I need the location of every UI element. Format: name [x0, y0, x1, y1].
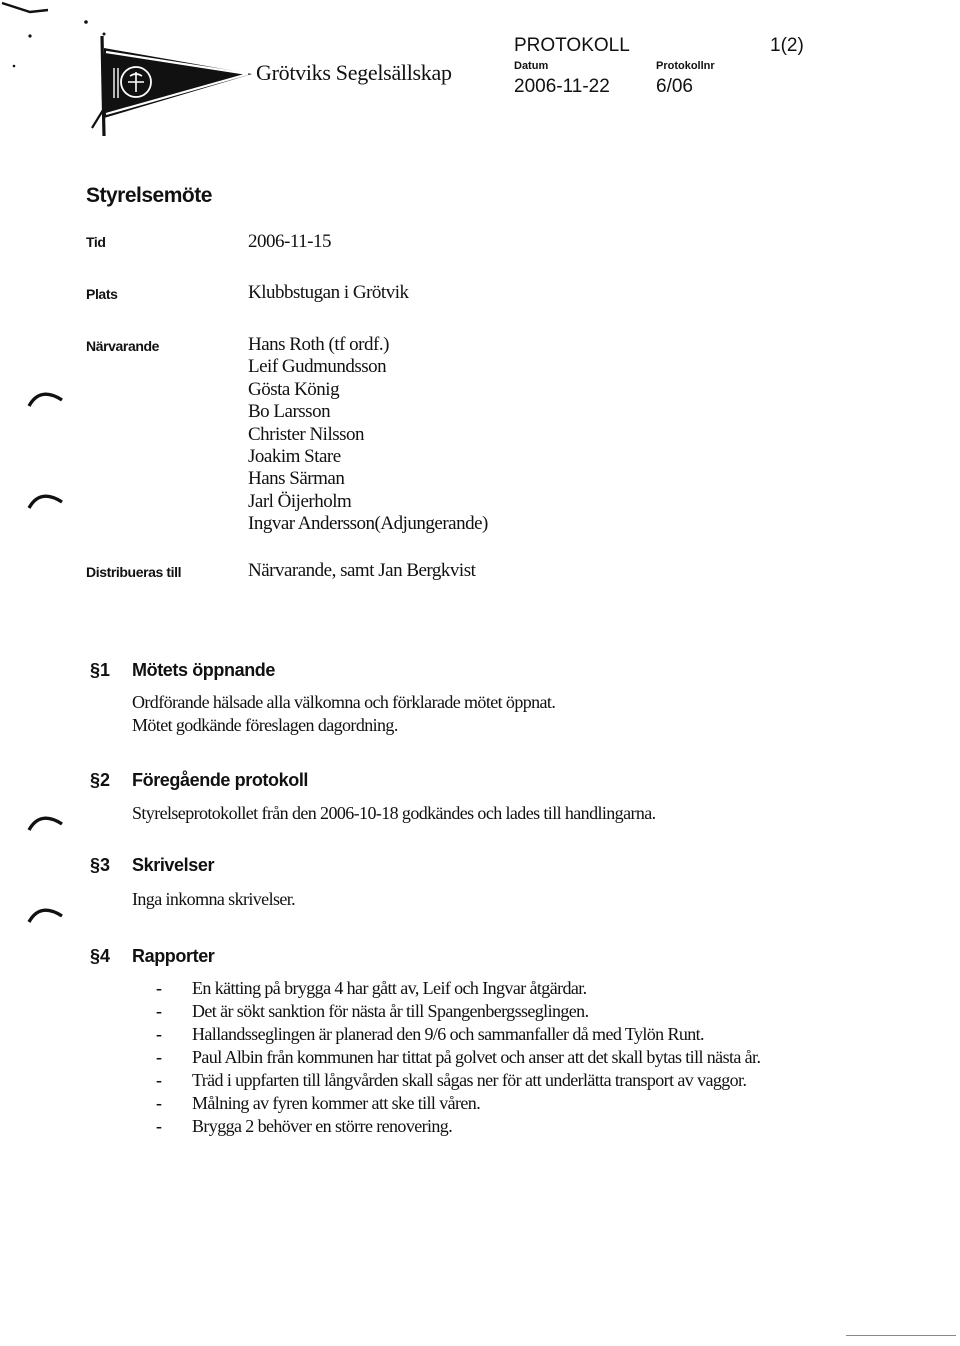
time-label: Tid [86, 234, 106, 250]
list-item [146, 1115, 806, 1138]
attendee: Bo Larsson [248, 401, 331, 423]
section-number: §2 [90, 770, 111, 790]
attendee: Leif Gudmundsson [248, 356, 387, 378]
page-number: 1(2) [770, 35, 804, 56]
section-heading: Rapporter [132, 946, 215, 966]
list-bullet: - [156, 1047, 162, 1067]
section-heading: Föregående protokoll [132, 770, 309, 790]
attendee: Joakim Stare [248, 445, 341, 467]
list-item [146, 1092, 806, 1115]
list-item-text: Träd i uppfarten till långvården skall sågas ner för att underlätta transport av vaggor. [192, 1070, 747, 1090]
list-item [146, 977, 806, 1000]
list-item [146, 1069, 806, 1092]
list-bullet: - [156, 1001, 162, 1021]
org-name: Grötviks Segelsällskap [256, 60, 452, 85]
protocol-number-label: Protokollnr [656, 60, 715, 72]
attendee: Gösta König [248, 378, 340, 400]
margin-mark [26, 808, 66, 834]
document-date: 2006-11-22 [514, 76, 610, 97]
attendee: Hans Särman [248, 468, 345, 490]
list-item-text: Det är sökt sanktion för nästa år till Spangenbergsseglingen. [192, 1001, 589, 1021]
attendee: Christer Nilsson [248, 423, 365, 445]
list-item [146, 1000, 806, 1023]
margin-mark [26, 486, 66, 512]
section-number: §3 [90, 855, 111, 875]
section-text-line: Inga inkomna skrivelser. [132, 889, 296, 909]
list-bullet: - [156, 1024, 162, 1044]
list-bullet: - [156, 1070, 162, 1090]
list-item-text: Hallandsseglingen är planerad den 9/6 och sammanfaller då med Tylön Runt. [192, 1024, 704, 1044]
margin-mark [26, 900, 66, 926]
date-label: Datum [514, 60, 549, 72]
attendee: Hans Roth (tf ordf.) [248, 334, 389, 355]
attendee-list [248, 334, 488, 536]
place-label: Plats [86, 286, 118, 302]
report-list [146, 977, 806, 1138]
distributed-to: Närvarande, samt Jan Bergkvist [248, 560, 476, 581]
list-item-text: Paul Albin från kommunen har tittat på golvet och anser att det skall bytas till nästa år. [192, 1047, 761, 1067]
list-item-text: En kätting på brygga 4 har gått av, Leif och Ingvar åtgärdar. [192, 978, 587, 998]
list-bullet: - [156, 1093, 162, 1113]
section-text-line: Ordförande hälsade alla välkomna och förklarade mötet öppnat. [132, 692, 556, 712]
attendee: Ingvar Andersson(Adjungerande) [248, 513, 488, 535]
list-bullet: - [156, 978, 162, 998]
margin-mark [26, 384, 66, 410]
list-item-text: Brygga 2 behöver en större renovering. [192, 1116, 453, 1136]
section-text-line: Mötet godkände föreslagen dagordning. [132, 715, 398, 735]
section-text-line: Styrelseprotokollet från den 2006-10-18 godkändes och lades till handlingarna. [132, 803, 656, 823]
meeting-place: Klubbstugan i Grötvik [248, 282, 409, 303]
list-item [146, 1046, 806, 1069]
list-item [146, 1023, 806, 1046]
footer-rule [846, 1335, 956, 1336]
list-item-text: Målning av fyren kommer att ske till våren. [192, 1093, 481, 1113]
document-type: PROTOKOLL [514, 35, 630, 56]
club-pennant-logo [84, 32, 254, 138]
section-number: §4 [90, 946, 111, 966]
present-label: Närvarande [86, 338, 160, 354]
section-heading: Skrivelser [132, 855, 215, 875]
meeting-title: Styrelsemöte [86, 184, 212, 207]
section-heading: Mötets öppnande [132, 660, 275, 680]
attendee: Jarl Öijerholm [248, 490, 352, 512]
meeting-time: 2006-11-15 [248, 231, 331, 252]
protocol-number: 6/06 [656, 76, 693, 97]
distributed-label: Distribueras till [86, 564, 182, 580]
list-bullet: - [156, 1116, 162, 1136]
section-number: §1 [90, 660, 111, 680]
